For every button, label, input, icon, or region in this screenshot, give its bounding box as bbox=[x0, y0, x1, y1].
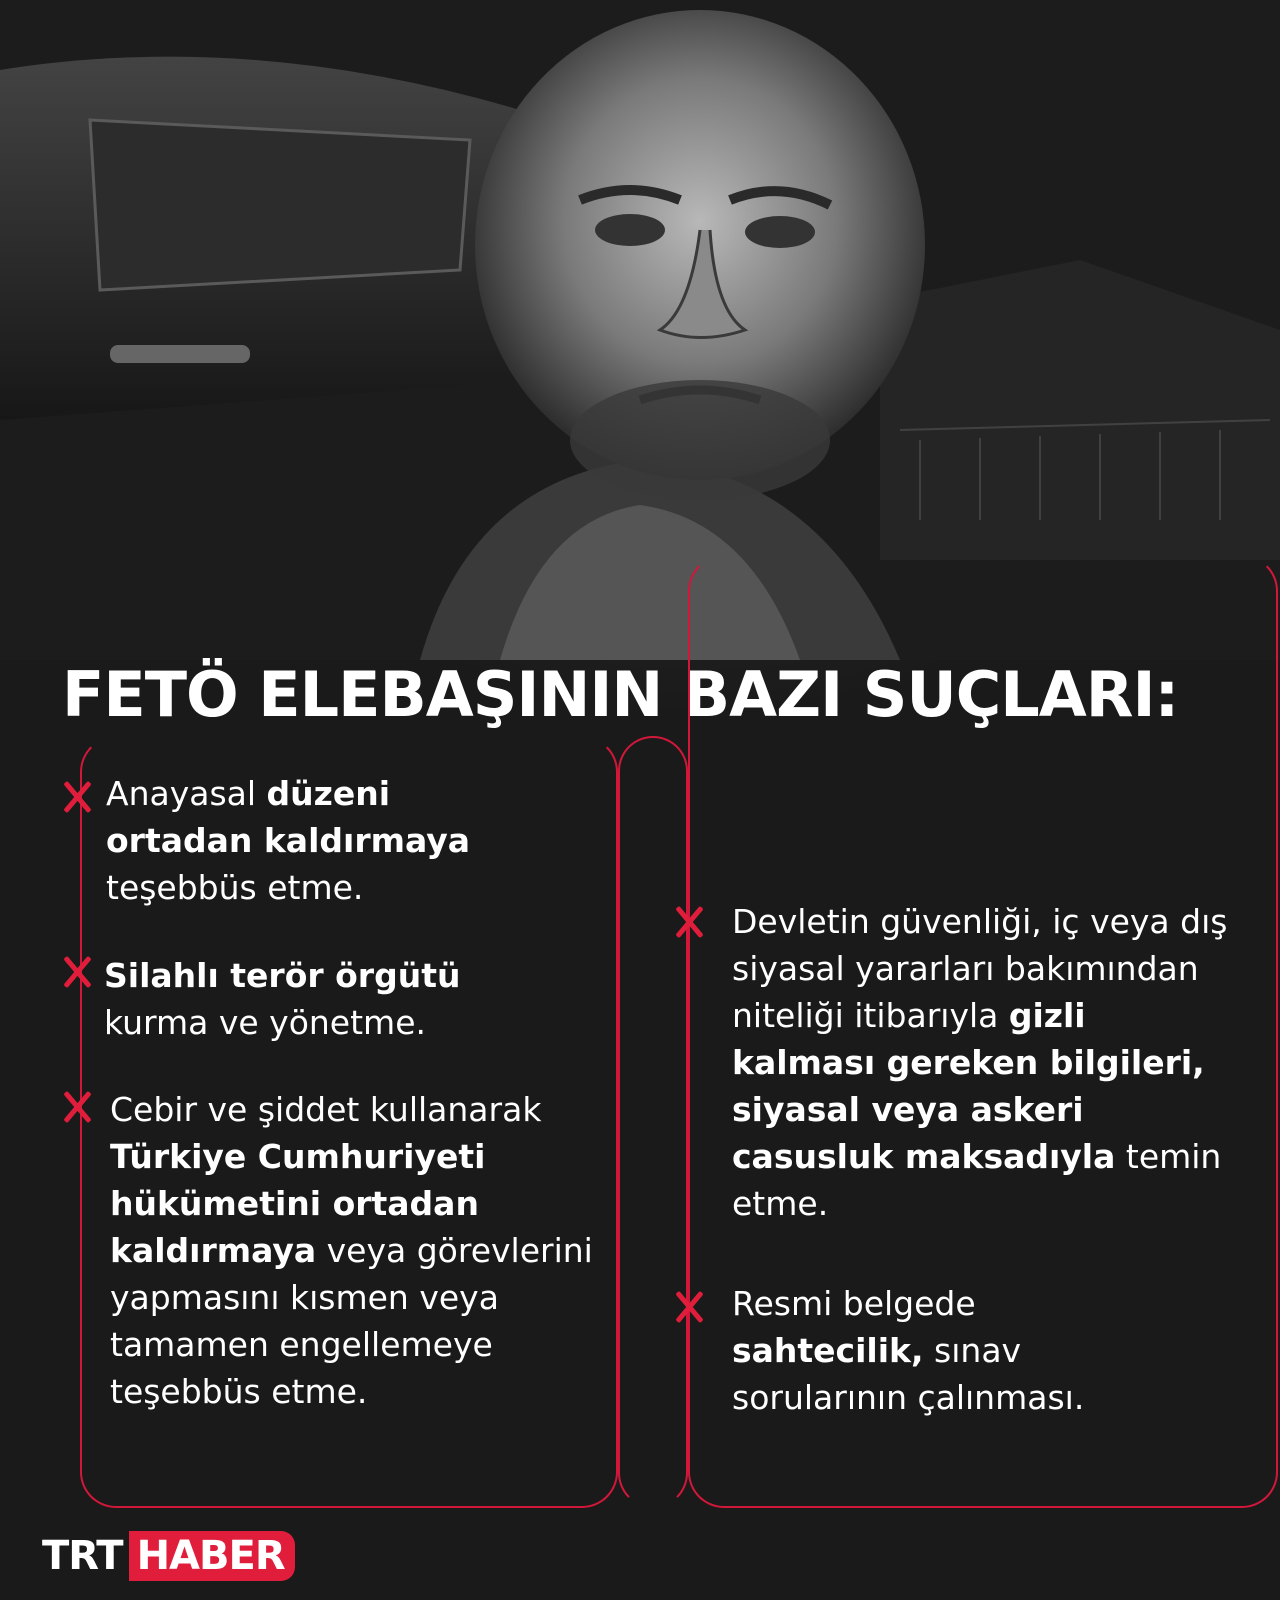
right-item-1 bbox=[732, 898, 1232, 1227]
item-text: Silahlı terör örgütü kurma ve yönetme. bbox=[104, 956, 461, 1042]
trt-haber-logo bbox=[42, 1528, 295, 1584]
item-text: Devletin güvenliği, iç veya dış siyasal yararları bakımından niteliği itibarıyla gizli kalması gereken bilgileri, siyasal veya askeri casusluk maksadıyla temin etme. bbox=[732, 902, 1228, 1223]
logo-haber: HABER bbox=[129, 1531, 295, 1581]
x-mark-icon bbox=[60, 1090, 94, 1124]
left-item-2 bbox=[104, 952, 524, 1046]
left-item-1 bbox=[106, 770, 526, 911]
x-mark-icon bbox=[672, 1290, 706, 1324]
left-frame-top-arc bbox=[618, 736, 688, 1508]
left-item-3 bbox=[110, 1086, 610, 1415]
item-text: Cebir ve şiddet kullanarak Türkiye Cumhuriyeti hükümetini ortadan kaldırmaya veya görevlerini yapmasını kısmen veya tamamen engellemeye teşebbüs etme. bbox=[110, 1090, 593, 1411]
x-mark-icon bbox=[60, 955, 94, 989]
right-item-2 bbox=[732, 1280, 1152, 1421]
x-mark-icon bbox=[672, 905, 706, 939]
item-text: Resmi belgede sahtecilik, sınav sorularının çalınması. bbox=[732, 1284, 1085, 1417]
page-title: FETÖ ELEBAŞININ BAZI SUÇLARI: bbox=[62, 658, 1179, 731]
item-text: Anayasal düzeni ortadan kaldırmaya teşebbüs etme. bbox=[106, 774, 471, 907]
x-mark-icon bbox=[60, 780, 94, 814]
logo-trt: TRT bbox=[42, 1533, 123, 1579]
